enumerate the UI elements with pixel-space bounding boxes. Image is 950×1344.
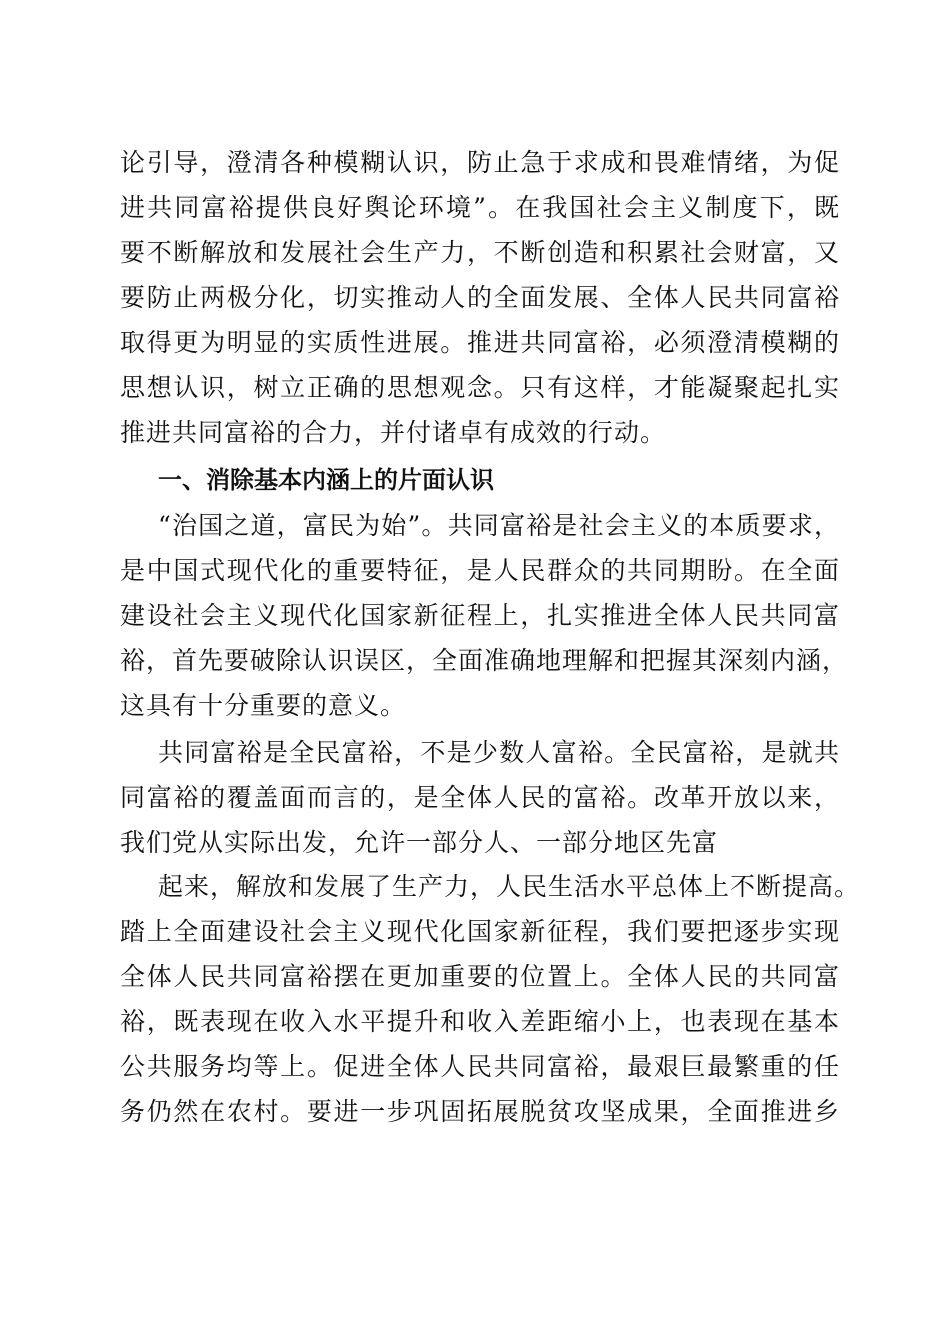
section-heading: 一、消除基本内涵上的片面认识 xyxy=(158,466,494,494)
paragraph-2 xyxy=(120,503,849,728)
text-line: 起来，解放和发展了生产力，人民生活水平总体上不断提高。 xyxy=(158,872,861,901)
paragraph-4 xyxy=(120,864,861,1134)
text-line: 思想认识，树立正确的思想观念。只有这样，才能凝聚起扎实 xyxy=(120,373,840,402)
text-line: 推进共同富裕的合力，并付诸卓有成效的行动。 xyxy=(120,418,667,447)
text-line: 论引导，澄清各种模糊认识，防止急于求成和畏难情绪，为促 xyxy=(120,148,840,177)
text-line: 取得更为明显的实质性进展。推进共同富裕，必须澄清模糊的 xyxy=(120,328,840,357)
text-line: 同富裕的覆盖面而言的，是全体人民的富裕。改革开放以来， xyxy=(120,783,840,812)
text-line: 进共同富裕提供良好舆论环境”。在我国社会主义制度下，既 xyxy=(120,193,840,222)
text-line: 这具有十分重要的意义。 xyxy=(120,691,407,720)
text-line: 是中国式现代化的重要特征，是人民群众的共同期盼。在全面 xyxy=(120,556,840,585)
text-line: 务仍然在农村。要进一步巩固拓展脱贫攻坚成果，全面推进乡 xyxy=(120,1097,840,1126)
text-line: 我们党从实际出发，允许一部分人、一部分地区先富 xyxy=(120,828,719,857)
text-line: 裕，既表现在收入水平提升和收入差距缩小上，也表现在基本 xyxy=(120,1007,840,1036)
text-line: 要不断解放和发展社会生产力，不断创造和积累社会财富，又 xyxy=(120,238,840,267)
paragraph-3 xyxy=(120,730,840,865)
text-line: 共同富裕是全民富裕，不是少数人富裕。全民富裕，是就共 xyxy=(158,738,840,767)
text-line: 全体人民共同富裕摆在更加重要的位置上。全体人民的共同富 xyxy=(120,962,840,991)
text-line: 建设社会主义现代化国家新征程上，扎实推进全体人民共同富 xyxy=(120,601,840,630)
text-line: 裕，首先要破除认识误区，全面准确地理解和把握其深刻内涵， xyxy=(120,646,849,675)
text-line: 公共服务均等上。促进全体人民共同富裕，最艰巨最繁重的任 xyxy=(120,1052,840,1081)
paragraph-1 xyxy=(120,140,840,455)
text-line: “治国之道，富民为始”。共同富裕是社会主义的本质要求， xyxy=(158,511,840,540)
text-line: 要防止两极分化，切实推动人的全面发展、全体人民共同富裕 xyxy=(120,283,840,312)
text-line: 踏上全面建设社会主义现代化国家新征程，我们要把逐步实现 xyxy=(120,917,840,946)
